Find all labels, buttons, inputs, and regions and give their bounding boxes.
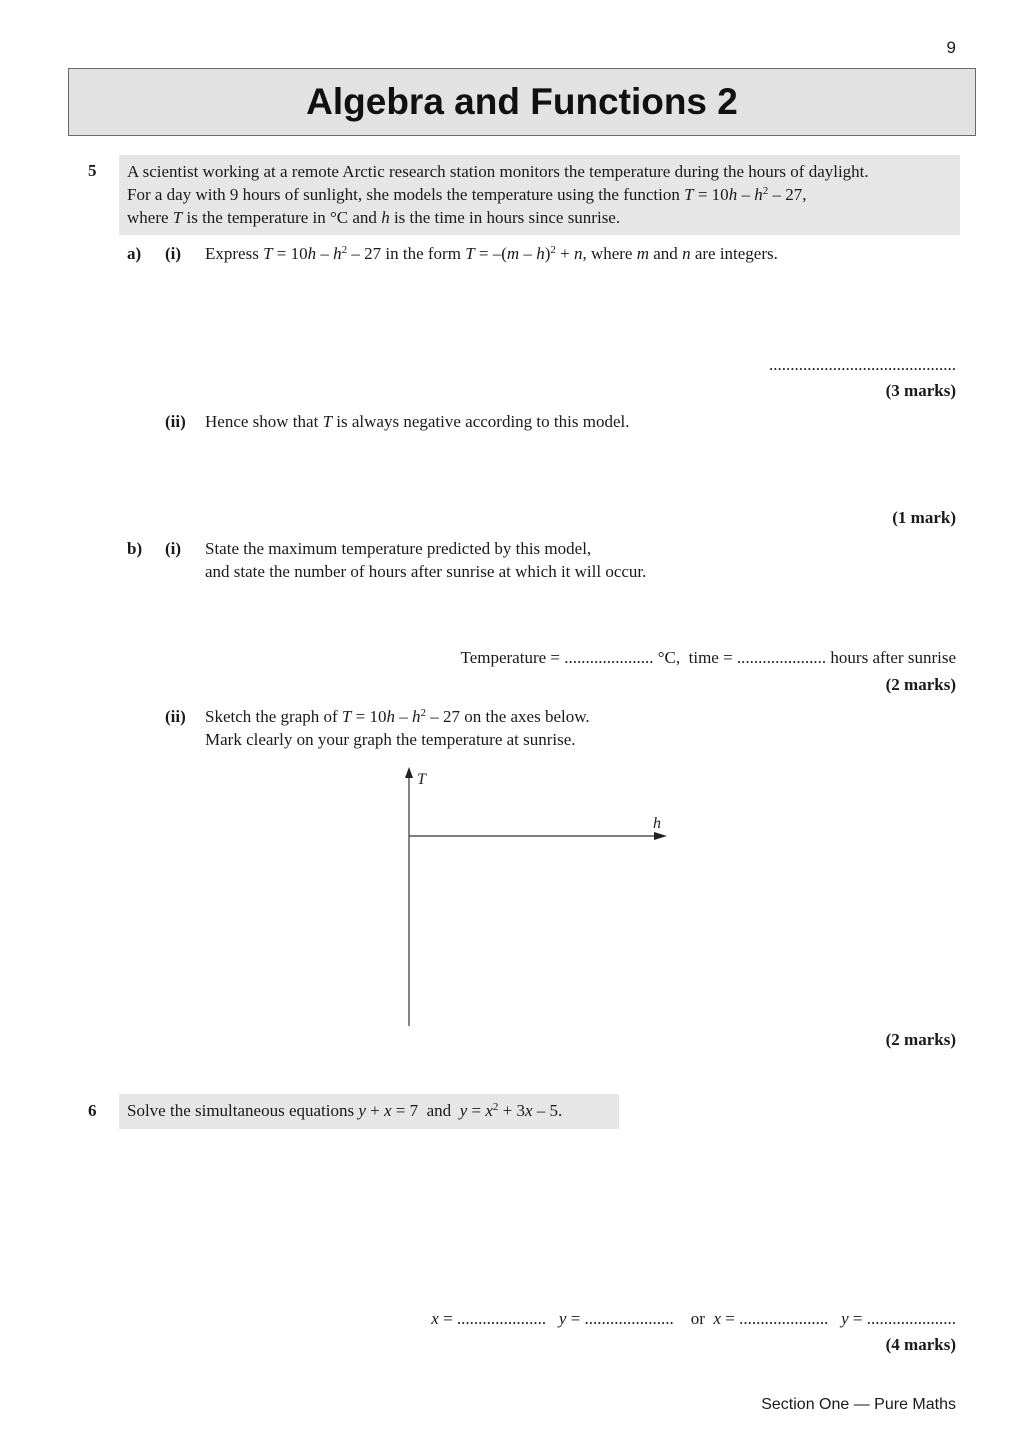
question-6-number: 6 [88, 1101, 97, 1120]
stem-line-3: where T is the temperature in °C and h is the time in hours since sunrise. [127, 208, 621, 227]
part-ai-marks: (3 marks) [885, 381, 956, 400]
part-bii-text: Sketch the graph of $T = 10h - h^2 - 27$ on the axes below. Mark clearly on your graph the temperature at sunrise. [205, 707, 590, 749]
stem-line-2: For a day with 9 hours of sunlight, she models the temperature using the function $T = 10h - h^2 - 27$, [127, 185, 807, 204]
part-b-label: b) [127, 539, 143, 558]
part-a-label: a) [127, 244, 142, 263]
part-ai-label: (i) [165, 244, 182, 263]
question-5-number: 5 [88, 161, 97, 180]
part-ai-text: Express $T = 10h - h^2 - 27$ in the form T = –(m – h)$^2$ + n, where m and n are integers. [205, 244, 778, 263]
question-6-marks: (4 marks) [885, 1335, 956, 1354]
part-aii-marks: (1 mark) [892, 508, 956, 527]
part-aii-label: (ii) [165, 412, 186, 431]
part-bi-text: State the maximum temperature predicted by this model, and state the number of hours after sunrise at which it will occur. [205, 539, 647, 581]
question-5-stem [119, 155, 960, 235]
stem-line-1: A scientist working at a remote Arctic research station monitors the temperature during the hours of daylight. [127, 162, 869, 181]
question-6-answer-line[interactable]: x = ..................... y = ..................... or x = ..................... y = ..................... [431, 1309, 956, 1328]
page-title: Algebra and Functions 2 [306, 81, 738, 122]
page-number: 9 [946, 38, 956, 57]
part-bii-marks: (2 marks) [885, 1030, 956, 1049]
question-6-stem: Solve the simultaneous equations y + x = 7 and $y = x^2 + 3x - 5$. [119, 1094, 619, 1129]
part-ai-answer-line[interactable]: ............................................ [769, 355, 956, 374]
part-aii-text: Hence show that T is always negative according to this model. [205, 412, 630, 431]
sketch-axes[interactable] [395, 762, 685, 1032]
h-axis-arrow-icon [654, 832, 667, 840]
t-axis-arrow-icon [405, 767, 413, 778]
part-bi-label: (i) [165, 539, 182, 558]
part-bii-label: (ii) [165, 707, 186, 726]
part-bi-answer-line[interactable]: Temperature = ..................... °C, time = ..................... hours after sunrise [460, 648, 956, 667]
title-banner [68, 68, 976, 136]
t-axis-label: T [417, 771, 426, 788]
footer-section: Section One — Pure Maths [761, 1396, 956, 1413]
part-bi-marks: (2 marks) [885, 675, 956, 694]
h-axis-label: h [653, 815, 661, 832]
